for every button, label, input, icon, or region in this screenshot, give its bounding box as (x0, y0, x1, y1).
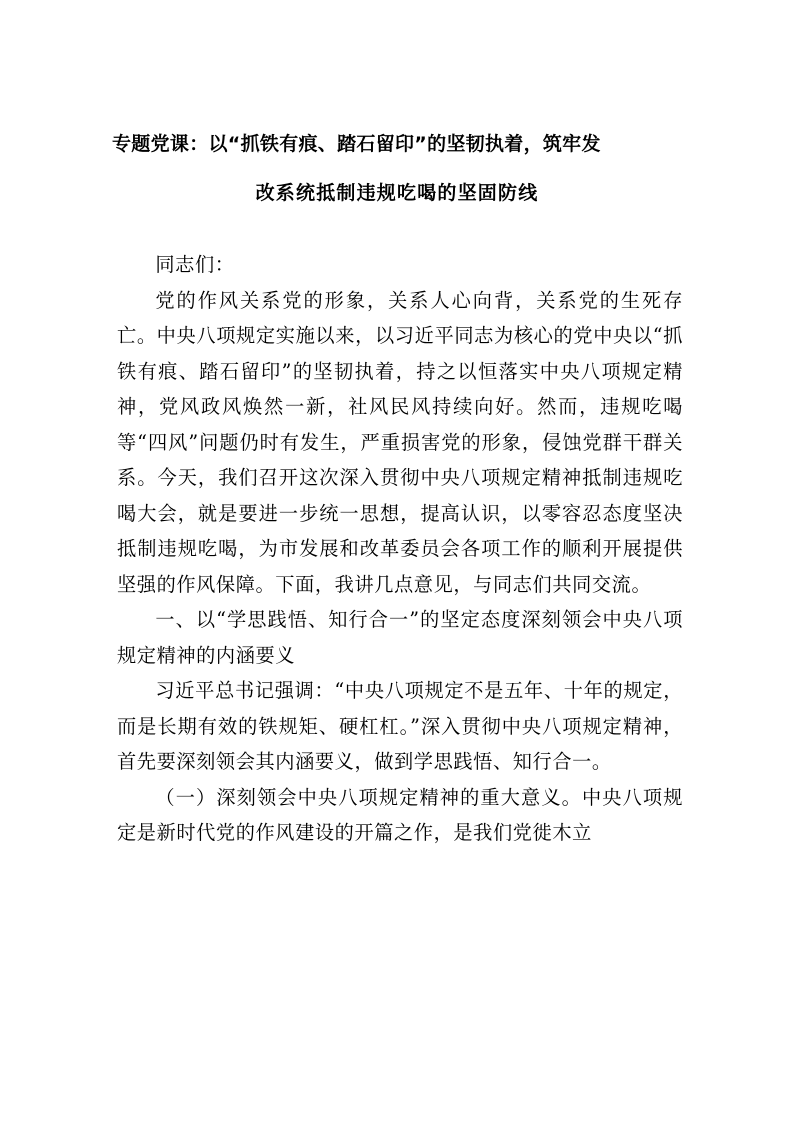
body-paragraph: （一）深刻领会中央八项规定精神的重大意义。中央八项规定是新时代党的作风建设的开篇之作，是我们党徙木立 (117, 785, 683, 844)
document-title-line-1: 专题党课：以“抓铁有痕、踏石留印”的坚韧执着，筑牢发 (112, 133, 601, 155)
body-paragraph: 党的作风关系党的形象，关系人心向背，关系党的生死存亡。中央八项规定实施以来，以习近平同志为核心的党中央以“抓铁有痕、踏石留印”的坚韧执着，持之以恒落实中央八项规定精神，党风政风焕然一新，社风民风持续向好。然而，违规吃喝等“四风”问题仍时有发生，严重损害党的形象，侵蚀党群干群关系。今天，我们召开这次深入贯彻中央八项规定精神抵制违规吃喝大会，就是要进一步统一思想，提高认识，以零容忍态度坚决抵制违规吃喝，为市发展和改革委员会各项工作的顺利开展提供坚强的作风保障。下面，我讲几点意见，与同志们共同交流。 (117, 288, 683, 596)
salutation: 同志们： (155, 253, 235, 276)
body-paragraph: 习近平总书记强调：“中央八项规定不是五年、十年的规定，而是长期有效的铁规矩、硬杠杠。”深入贯彻中央八项规定精神，首先要深刻领会其内涵要义，做到学思践悟、知行合一。 (117, 679, 683, 773)
section-heading: 一、以“学思践悟、知行合一”的坚定态度深刻领会中央八项规定精神的内涵要义 (117, 608, 683, 667)
document-body (117, 247, 683, 851)
document-title-line-2: 改系统抵制违规吃喝的坚固防线 (255, 182, 539, 204)
